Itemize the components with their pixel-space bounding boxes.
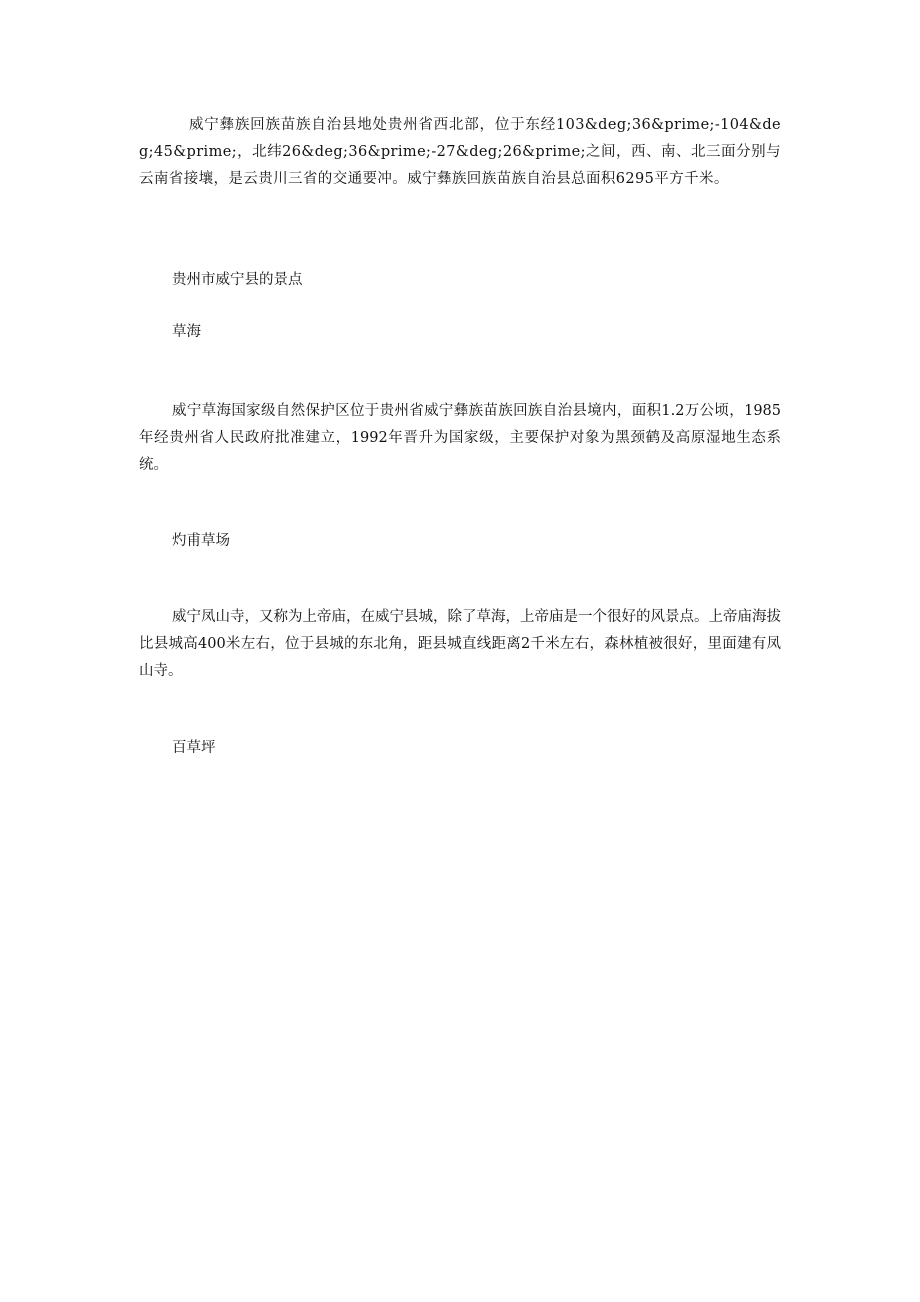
- caohai-heading: 草海: [172, 324, 201, 340]
- attractions-heading: 贵州市威宁县的景点: [172, 272, 303, 288]
- intro-paragraph: 威宁彝族回族苗族自治县地处贵州省西北部，位于东经103&deg;36&prime;-104&deg;45&prime;，北纬26&deg;36&prime;-27&deg;26&prime;之间，西、南、北三面分别与云南省接壤，是云贵川三省的交通要冲。威宁彝族回族苗族自治县总面积6295平方千米。: [139, 117, 781, 187]
- baicaoping-heading: 百草坪: [172, 740, 216, 756]
- zhuofu-grassland-heading: 灼甫草场: [172, 533, 230, 549]
- caohai-paragraph: 威宁草海国家级自然保护区位于贵州省威宁彝族苗族回族自治县境内，面积1.2万公顷，1985年经贵州省人民政府批准建立，1992年晋升为国家级，主要保护对象为黑颈鹤及高原湿地生态系统。: [139, 403, 781, 473]
- fengshan-temple-paragraph: 威宁凤山寺，又称为上帝庙，在威宁县城，除了草海，上帝庙是一个很好的风景点。上帝庙海拔比县城高400米左右，位于县城的东北角，距县城直线距离2千米左右，森林植被很好，里面建有凤山寺。: [139, 609, 781, 679]
